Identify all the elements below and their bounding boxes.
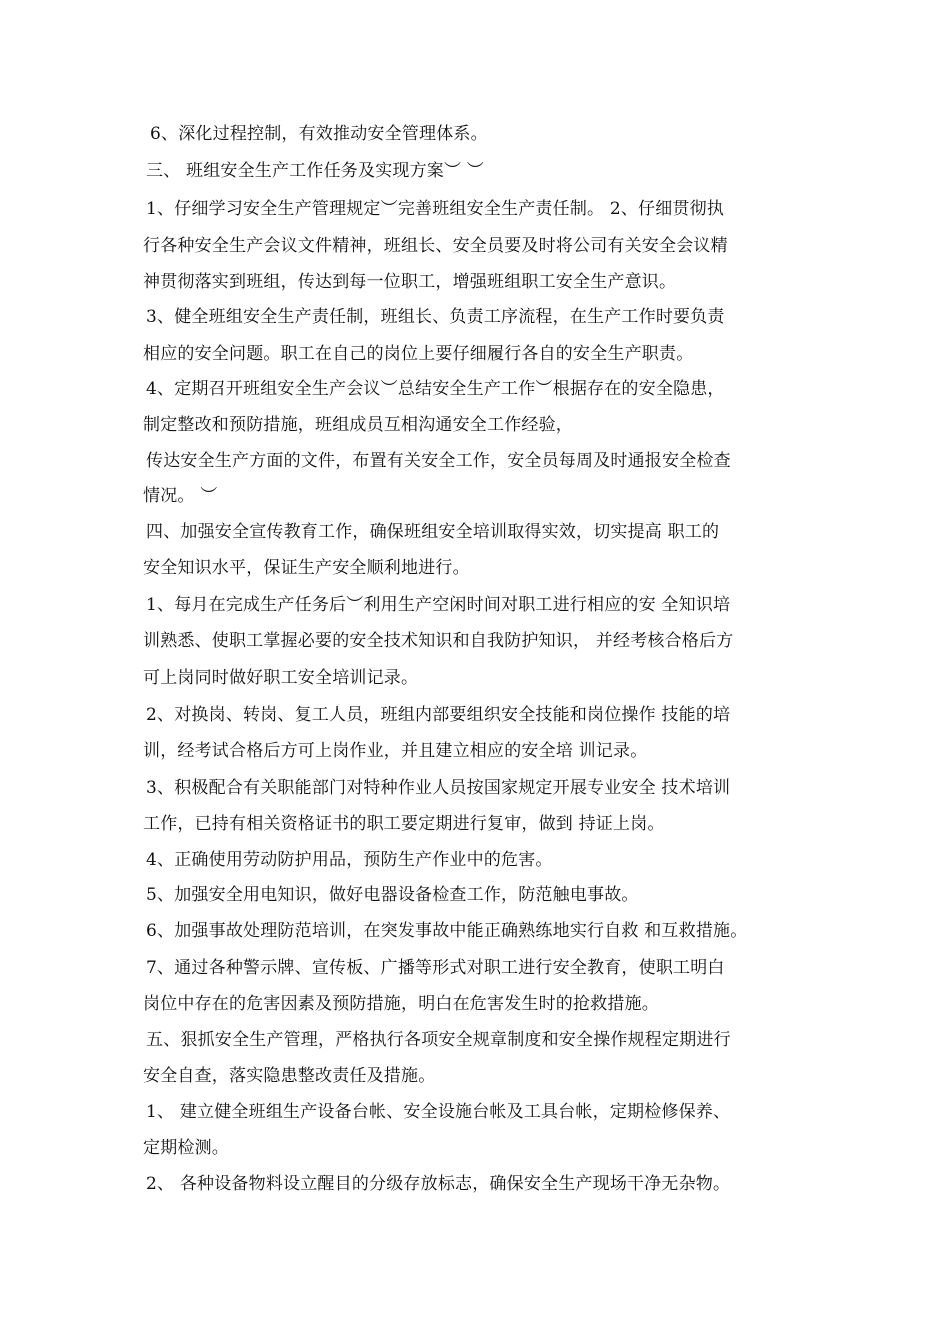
- section-heading: 五、狠抓安全生产管理，严格执行各项安全规章制度和安全操作规程定期进行: [146, 1030, 731, 1050]
- text-line: 岗位中存在的危害因素及预防措施，明白在危害发生时的抢救措施。: [143, 994, 659, 1014]
- text-line: 传达安全生产方面的文件，布置有关安全工作，安全员每周及时通报安全检查: [146, 451, 731, 471]
- text-line: 1、 建立健全班组生产设备台帐、安全设施台帐及工具台帐，定期检修保养、: [146, 1102, 731, 1122]
- text-line: 4、定期召开班组安全生产会议︶总结安全生产工作︶根据存在的安全隐患，: [146, 379, 725, 399]
- text-line: 安全自查，落实隐患整改责任及措施。: [143, 1066, 436, 1086]
- text-line: 4、正确使用劳动防护用品，预防生产作业中的危害。: [146, 850, 553, 870]
- text-line: 训，经考试合格后方可上岗作业，并且建立相应的安全培 训记录。: [143, 741, 648, 761]
- text-line: 制定整改和预防措施，班组成员互相沟通安全工作经验，: [143, 415, 573, 435]
- text-line: 安全知识水平，保证生产安全顺利地进行。: [143, 558, 470, 578]
- section-heading: 三、 班组安全生产工作任务及实现方案︶ ︶: [146, 161, 485, 181]
- text-line: 2、 各种设备物料设立醒目的分级存放标志，确保安全生产现场干净无杂物。: [146, 1174, 731, 1194]
- text-line: 情况。 ︶: [143, 486, 218, 506]
- text-line: 行各种安全生产会议文件精神，班组长、安全员要及时将公司有关安全会议精: [143, 236, 728, 256]
- text-line: 1、仔细学习安全生产管理规定︶完善班组安全生产责任制。 2、仔细贯彻执: [146, 199, 725, 219]
- text-line: 相应的安全问题。职工在自己的岗位上要仔细履行各自的安全生产职责。: [143, 344, 694, 364]
- section-heading: 四、加强安全宣传教育工作，确保班组安全培训取得实效，切实提高 职工的: [146, 522, 720, 542]
- text-line: 工作，已持有相关资格证书的职工要定期进行复审，做到 持证上岗。: [143, 814, 665, 834]
- text-line: 6、深化过程控制，有效推动安全管理体系。: [150, 124, 488, 144]
- text-line: 3、健全班组安全生产责任制，班组长、负责工序流程，在生产工作时要负责: [146, 307, 725, 327]
- text-line: 神贯彻落实到班组，传达到每一位职工，增强班组职工安全生产意识。: [143, 272, 677, 292]
- text-line: 1、每月在完成生产任务后︶利用生产空闲时间对职工进行相应的安 全知识培: [146, 595, 731, 615]
- text-line: 训熟悉、使职工掌握必要的安全技术知识和自我防护知识， 并经考核合格后方: [143, 631, 734, 651]
- text-line: 6、加强事故处理防范培训，在突发事故中能正确熟练地实行自救 和互救措施。: [146, 921, 748, 941]
- text-line: 定期检测。: [143, 1138, 229, 1158]
- text-line: 可上岗同时做好职工安全培训记录。: [143, 668, 419, 688]
- text-line: 3、积极配合有关职能部门对特种作业人员按国家规定开展专业安全 技术培训: [146, 778, 731, 798]
- text-line: 2、对换岗、转岗、复工人员，班组内部要组织安全技能和岗位操作 技能的培: [146, 705, 731, 725]
- text-line: 7、通过各种警示牌、宣传板、广播等形式对职工进行安全教育，使职工明白: [146, 958, 725, 978]
- text-line: 5、加强安全用电知识，做好电器设备检查工作，防范触电事故。: [146, 885, 639, 905]
